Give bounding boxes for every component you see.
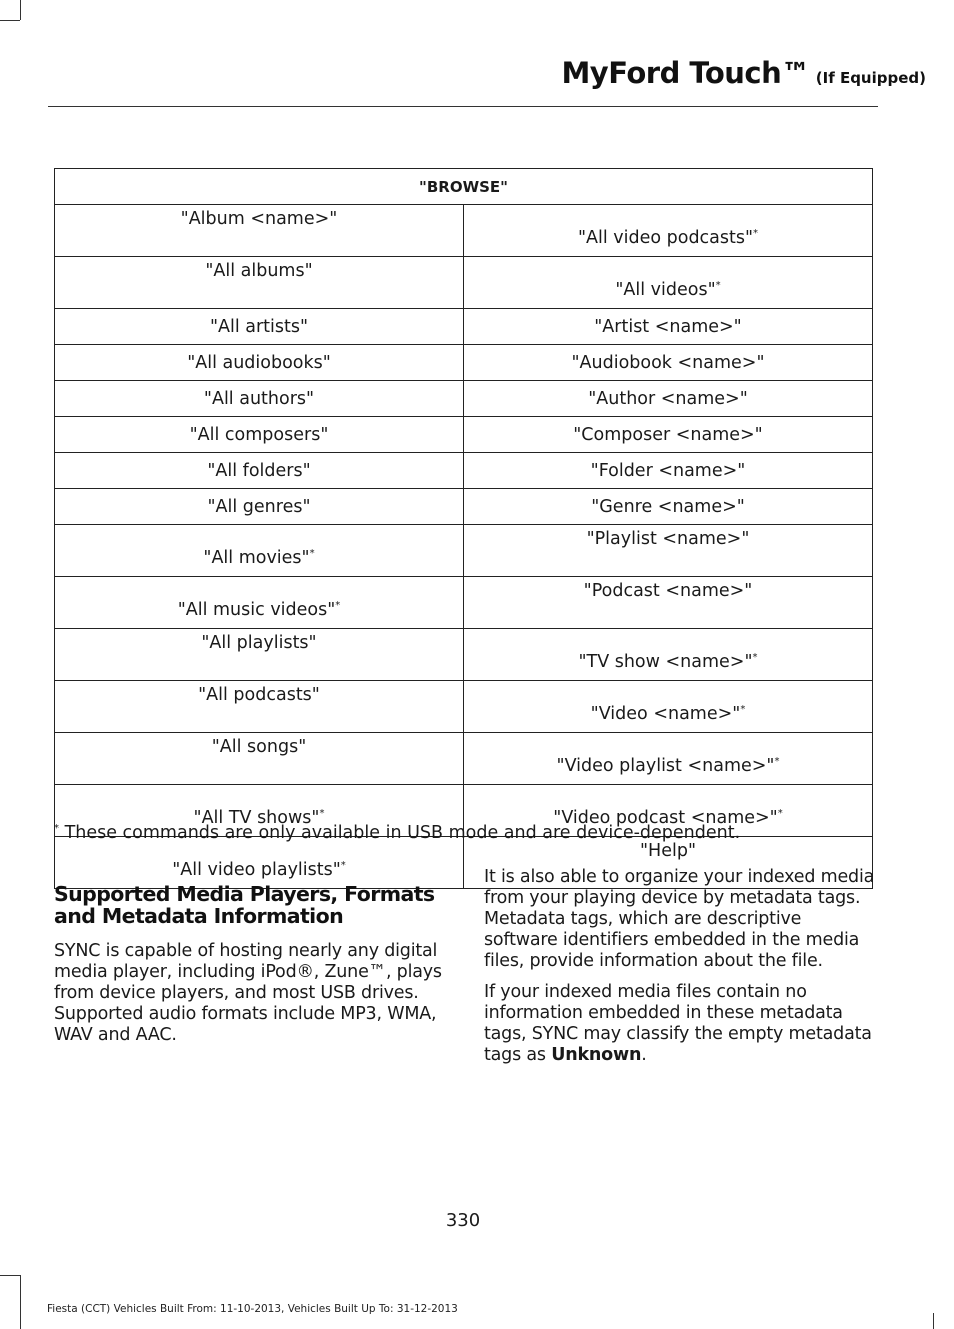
table-cell: "All playlists" bbox=[55, 629, 464, 681]
table-footnote bbox=[54, 823, 740, 843]
table-cell: "All albums" bbox=[55, 257, 464, 309]
table-row bbox=[55, 453, 873, 489]
table-cell: "TV show <name>"* bbox=[464, 629, 873, 681]
page-title bbox=[0, 56, 926, 90]
table-cell: "All video playlists"* bbox=[55, 837, 464, 889]
section-heading: Supported Media Players, Formats and Metadata Information bbox=[54, 882, 435, 928]
table-row bbox=[55, 629, 873, 681]
table-row bbox=[55, 577, 873, 629]
table-cell: "Author <name>" bbox=[464, 381, 873, 417]
table-row bbox=[55, 345, 873, 381]
page-footer: Fiesta (CCT) Vehicles Built From: 11-10-2013, Vehicles Built Up To: 31-12-2013 bbox=[47, 1303, 458, 1315]
table-cell: "Playlist <name>" bbox=[464, 525, 873, 577]
table-cell: "Folder <name>" bbox=[464, 453, 873, 489]
table-cell: "Video playlist <name>"* bbox=[464, 733, 873, 785]
crop-mark bbox=[20, 0, 21, 20]
table-cell: "Artist <name>" bbox=[464, 309, 873, 345]
table-cell: "Genre <name>" bbox=[464, 489, 873, 525]
table-row bbox=[55, 257, 873, 309]
table-row bbox=[55, 489, 873, 525]
table-cell: "All video podcasts"* bbox=[464, 205, 873, 257]
table-cell: "All TV shows"* bbox=[55, 785, 464, 837]
page-title-subtitle: (If Equipped) bbox=[815, 69, 926, 87]
paragraph: SYNC is capable of hosting nearly any digital media player, including iPod®, Zune™, plays from device players, and most USB drives. Supported audio formats include MP3, WMA, WAV and AAC. bbox=[54, 941, 442, 1045]
table-cell: "All genres" bbox=[55, 489, 464, 525]
table-cell: "Help" bbox=[464, 837, 873, 889]
table-cell: "All music videos"* bbox=[55, 577, 464, 629]
paragraph: If your indexed media files contain no information embedded in these metadata tags, SYNC may classify the empty metadata tags as Unknown. bbox=[484, 982, 872, 1065]
table-row bbox=[55, 681, 873, 733]
table-cell: "All videos"* bbox=[464, 257, 873, 309]
table-row bbox=[55, 525, 873, 577]
table-row bbox=[55, 309, 873, 345]
table-cell: "Audiobook <name>" bbox=[464, 345, 873, 381]
table-row bbox=[55, 417, 873, 453]
table-cell: "All movies"* bbox=[55, 525, 464, 577]
header-divider bbox=[48, 106, 878, 107]
footnote-mark: * bbox=[54, 823, 59, 835]
crop-mark bbox=[20, 1275, 21, 1329]
crop-mark bbox=[0, 20, 20, 21]
table-cell: "All audiobooks" bbox=[55, 345, 464, 381]
browse-commands-table bbox=[54, 168, 873, 889]
table-cell: "Video <name>"* bbox=[464, 681, 873, 733]
table-cell: "All folders" bbox=[55, 453, 464, 489]
table-cell: "All authors" bbox=[55, 381, 464, 417]
table-cell: "All artists" bbox=[55, 309, 464, 345]
table-cell: "All composers" bbox=[55, 417, 464, 453]
table-cell: "All songs" bbox=[55, 733, 464, 785]
paragraph: It is also able to organize your indexed media from your playing device by metadata tags. Metadata tags, which are descriptive software identifiers embedded in the media files, provide information about the file. bbox=[484, 867, 875, 971]
footnote-text: These commands are only available in USB mode and are device-dependent. bbox=[59, 823, 741, 843]
table-cell: "Video podcast <name>"* bbox=[464, 785, 873, 837]
emphasis-unknown: Unknown bbox=[551, 1045, 642, 1065]
table-cell: "All podcasts" bbox=[55, 681, 464, 733]
crop-mark bbox=[933, 1313, 934, 1329]
table-row bbox=[55, 381, 873, 417]
right-column bbox=[484, 867, 876, 1076]
left-column bbox=[54, 883, 449, 1056]
table-heading: "BROWSE" bbox=[55, 169, 873, 205]
page-number: 330 bbox=[445, 1210, 481, 1231]
table-cell: "Album <name>" bbox=[55, 205, 464, 257]
table-row bbox=[55, 205, 873, 257]
table-cell: "Composer <name>" bbox=[464, 417, 873, 453]
crop-mark bbox=[0, 1275, 20, 1276]
page-title-main: MyFord Touch™ bbox=[561, 56, 810, 90]
table-cell: "Podcast <name>" bbox=[464, 577, 873, 629]
table-row bbox=[55, 733, 873, 785]
